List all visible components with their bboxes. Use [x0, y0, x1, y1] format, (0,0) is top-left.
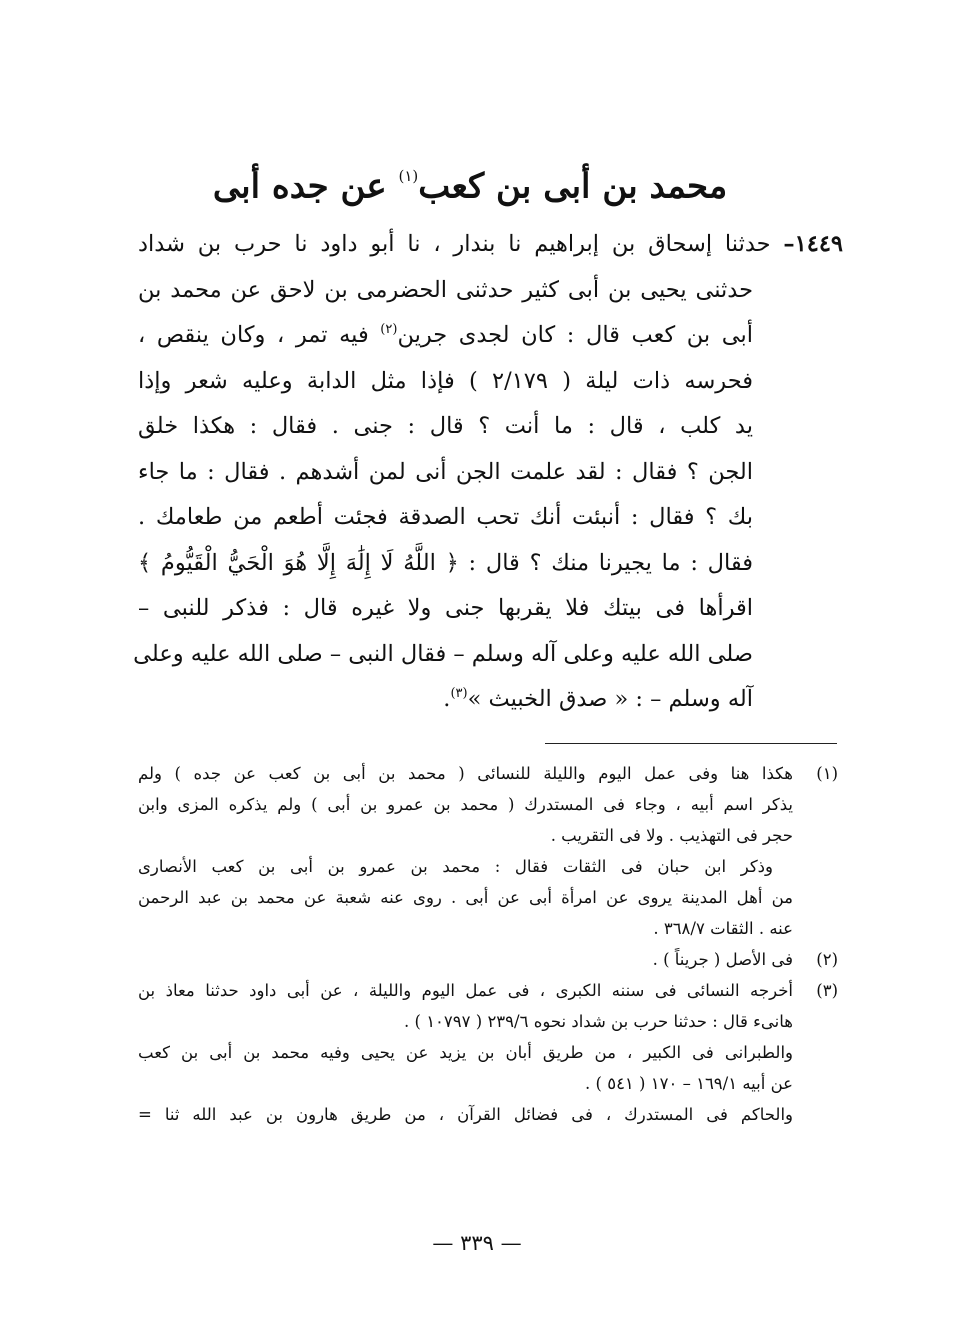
footnote-line: هكذا هنا وفى عمل اليوم والليلة للنسائى ( محمد بن أبى بن كعب عن جده ) ولم — [138, 764, 793, 783]
hadith-line-quran: فقال : ما يجيرنا منك ؟ قال : ﴿ اللَّهُ لَا إِلَٰهَ إِلَّا هُوَ الْحَيُّ الْقَيُّومُ ﴾ — [138, 549, 753, 576]
hadith-line: اقرأها فى بيتك فلا يقربها جنى ولا غيره قال : فذكر للنبى – — [138, 595, 753, 621]
hadith-line: ١٤٤٩– حدثنا إسحاق بن إبراهيم نا بندار ، نا أبو داود نا حرب بن شداد — [138, 231, 843, 257]
footnote-2 — [138, 944, 838, 975]
footnote-line: عنه . الثقات ٣٦٨/٧ . — [653, 919, 793, 938]
footnote-divider — [545, 743, 837, 744]
hadith-number: ١٤٤٩– — [783, 231, 843, 257]
hadith-line: حدثنى يحيى بن أبى كثير حدثنى الحضرمى بن لاحق عن محمد بن — [138, 276, 753, 303]
footnote-line: أخرجه النسائى فى سننه الكبرى ، فى عمل اليوم والليلة ، عن أبى داود حدثنا معاذ بن — [138, 981, 793, 1000]
footnote-body — [138, 944, 793, 975]
footnote-body — [138, 975, 793, 1130]
heading-text-tail: عن جده أبى — [212, 166, 399, 207]
heading-footnote-ref: (١) — [398, 167, 419, 185]
footnote-mark: (٣) — [816, 981, 838, 1000]
footnote-line: فى الأصل ( جريناً ) . — [652, 950, 793, 969]
hadith-line: آله وسلم – : « صدق الخبيث »$^{(٣)}$. — [443, 686, 753, 712]
footnotes — [138, 758, 838, 1130]
footnote-mark: (١) — [816, 764, 838, 783]
hadith-line: الجن ؟ فقال : لقد علمت الجن أنى لمن أشدهم . فقال : ما جاء — [138, 458, 753, 485]
heading-text: محمد بن أبى بن كعب — [418, 166, 728, 207]
footnote-3 — [138, 975, 838, 1130]
footnote-line: والحاكم فى المستدرك ، فى فضائل القرآن ، من طريق هارون بن عبد الله ثنا = — [138, 1105, 793, 1124]
hadith-text — [133, 222, 843, 723]
chapter-heading — [120, 150, 820, 216]
footnote-line: من أهل المدينة يروى عن امرأة أبى عن أبى . روى عنه شعبة عن محمد بن عبد الرحمن — [138, 888, 793, 907]
footnote-line: وذكر ابن حبان فى الثقات فقال : محمد بن عمرو بن أبى بن كعب الأنصارى — [138, 857, 773, 876]
hadith-line: يد كلب ، قال : ما أنت ؟ قال : جنى . فقال : هكذا خلق — [138, 413, 753, 439]
footnote-line: يذكر اسم أبيه ، وجاء فى المستدرك ( محمد بن عمرو بن أبى ) ولم يذكره المزى وابن — [138, 795, 793, 814]
footnote-line: حجر فى التهذيب . ولا فى التقريب . — [550, 826, 793, 845]
hadith-line: فحرسه ذات ليلة ( ٢/١٧٩ ) فإذا مثل الدابة وعليه شعر وإذا — [138, 367, 754, 394]
hadith-line: صلى الله عليه وعلى آله وسلم – فقال النبى – صلى الله عليه وعلى — [133, 640, 753, 667]
footnote-ref: (٣) — [450, 686, 468, 701]
footnote-line: والطبرانى فى الكبير ، من طريق أبان بن يزيد عن يحيى وفيه محمد بن أبى بن كعب — [138, 1043, 793, 1062]
footnote-mark: (٢) — [816, 950, 838, 969]
footnote-line: عن أبيه ١٦٩/١ – ١٧٠ ( ٥٤١ ) . — [585, 1074, 793, 1093]
hadith-line: أبى بن كعب قال : كان لجدى جرين$^{(٢)}$ فيه تمر ، وكان ينقص ، — [138, 322, 753, 348]
hadith-line: بك ؟ فقال : أنبئت أنك تحب الصدقة فجئت أطعم من طعامك . — [138, 504, 753, 530]
footnote-body — [138, 758, 793, 944]
page-number: — ٣٣٩ — — [432, 1231, 522, 1255]
footnote-1 — [138, 758, 838, 944]
footnote-ref: (٢) — [380, 322, 398, 337]
footnote-line: هانىء قال : حدثنا حرب بن شداد نحوه ٢٣٩/٦ ( ١٠٧٩٧ ) . — [404, 1012, 793, 1031]
